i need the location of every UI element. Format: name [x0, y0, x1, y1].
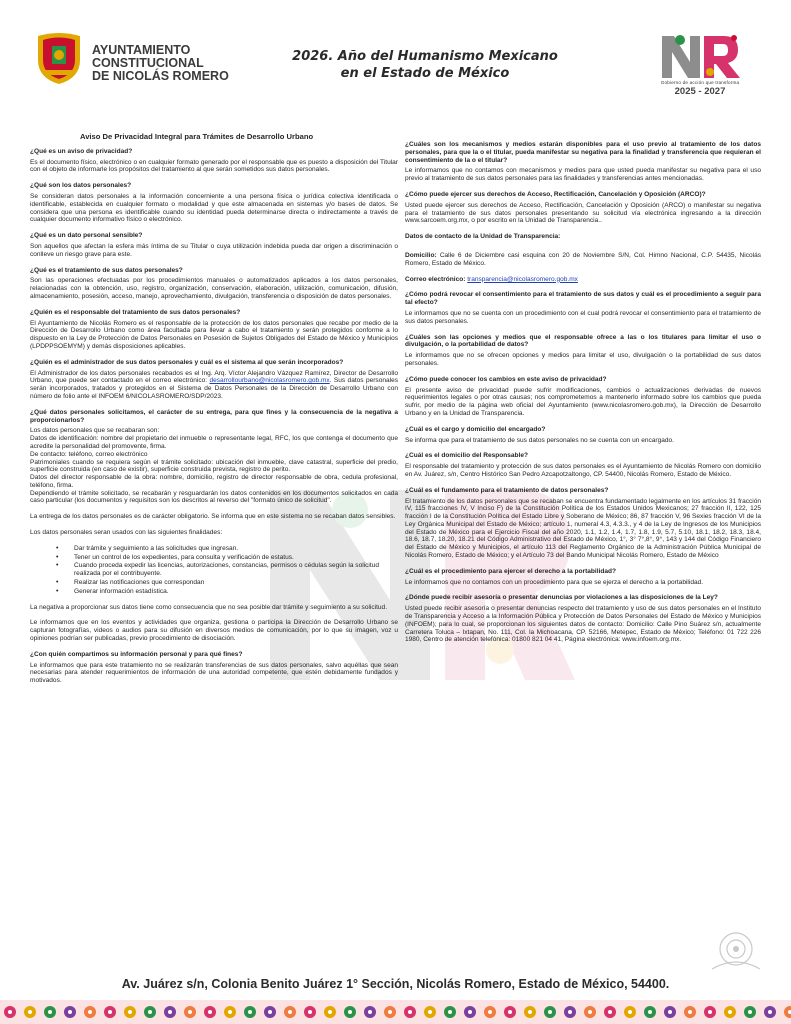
answer-complaints: Usted puede recibir asesoría o presentar denuncias respecto del tratamiento y uso de sus datos personales en el Instituto de Transparencia y Acceso a la Información Pública y Protección de Datos Personales del Estado de México y Municipios (INFOEM); para lo cual, se proporcionan los siguientes datos de contacto: Domicilio: Calle Pino Suárez s/n, actualmente Carretera Toluca – Ixtapan, No. 111, Col. la Michoacana, CP. 52166, Metepec, Estado de México; Teléfono: 01 722 226 1980, Centro de atención telefónica: 01800 821 04 41, Página electrónica: www.infoem.org.mx. [405, 605, 761, 644]
band-flower-center [748, 1010, 752, 1014]
question-revoke-consent: ¿Cómo podrá revocar el consentimiento para el tratamiento de sus datos y cuál es el procedimiento a seguir para tal efecto? [405, 291, 761, 307]
data-identification: Datos de identificación: nombre del propietario del inmueble o representante legal, RFC, los que contenga el documento que acredite la personalidad del promovente, firma. [30, 435, 398, 450]
address-text: Calle 6 de Diciembre casi esquina con 20 de Noviembre S/N, Col. Himno Nacional, C.P. 54435, Nicolás Romero, Estado de México. [405, 251, 761, 267]
band-flower-center [488, 1010, 492, 1014]
administrator-text-post: . Sus datos personales serán incorporados, tratados y protegidos en el Sistema de Datos Personales de la Dirección de Desarrollo Urbano con número de folio ante el INFOEM 6/NICOLASROMERO/SDP/2023. [30, 377, 398, 400]
list-item: • Generar información estadística. [74, 588, 398, 596]
band-flower-center [568, 1010, 572, 1014]
band-flower-center [548, 1010, 552, 1014]
data-mandatory-note: La entrega de los datos personales es de carácter obligatorio. Se informa que en este sistema no se recaban datos sensibles. [30, 513, 396, 521]
question-responsible-address: ¿Cuál es el domicilio del Responsable? [405, 452, 528, 460]
municipal-shield-logo [34, 30, 84, 85]
question-complaints: ¿Dónde puede recibir asesoría o presentar denuncias por violaciones a las disposiciones de la Ley? [405, 594, 718, 602]
band-flower-center [328, 1010, 332, 1014]
org-line-1: AYUNTAMIENTO [92, 43, 191, 57]
band-flower-center [108, 1010, 112, 1014]
question-sharing: ¿Con quién compartimos su información personal y para qué fines? [30, 650, 243, 658]
band-flower-center [308, 1010, 312, 1014]
band-flower-center [508, 1010, 512, 1014]
band-flower-center [348, 1010, 352, 1014]
answer-personal-data: Se consideran datos personales a la información concerniente a una persona física o jurídica colectiva identificada o identificable, establecida en cualquier formato o modalidad y que este almacenada en sistemas y/o bases de datos. Se considera que una persona es identificable cuando su identidad pueda determinarse directa o indirectamente a través de cualquier documento informativo físico o electrónico. [30, 192, 398, 224]
question-refusal-mechanisms: ¿Cuáles son los mecanismos y medios estarán disponibles para el uso previo al tratamiento de los datos personales, para que la o el titular, pueda manifestar su negativa para la finalidad y transferencia que requieran el consentimiento de la o el titular? [405, 141, 761, 164]
email-label: Correo electrónico: [405, 275, 466, 283]
data-director: Datos del director responsable de la obra: nombre, domicilio, registro de director responsable de obra, cedula profesional, teléfono, firma. [30, 474, 398, 489]
data-contact: De contacto: teléfono, correo electrónico [30, 450, 148, 458]
band-flower-center [608, 1010, 612, 1014]
band-flower-center [708, 1010, 712, 1014]
band-flower-center [668, 1010, 672, 1014]
band-flower-center [388, 1010, 392, 1014]
left-column [30, 133, 398, 693]
answer-data-treatment: Son las operaciones efectuadas por los procedimientos manuales o automatizados aplicados a los datos personales, relacionadas con la obtención, uso, registro, organización, conservación, elaboración, utilización, comunicación, difusión, almacenamiento, posesión, acceso, manejo, aprovechamiento, divulgación, transferencia o disposición de datos personales. [30, 277, 398, 300]
band-flower-center [168, 1010, 172, 1014]
answer-refusal-mechanisms: Le informamos que no contamos con mecanismos y medios para que usted pueda manifestar su negativa para el uso previo al tratamiento de sus datos personales para las finalidades y transferencias antes mencionadas. [405, 167, 761, 183]
address-label: Domicilio: [405, 251, 437, 259]
question-processor: ¿Cuál es el cargo y domicilio del encargado? [405, 425, 546, 433]
data-documents: Dependiendo el trámite solicitado, se recabarán y resguardarán los datos contenidos en los documentos solicitados en cada caso particular (los documentos y requisitos son los descritos al reverso del "formato único de solicitud". [30, 489, 398, 505]
band-flower-center [128, 1010, 132, 1014]
administrator-email-link[interactable]: desarrollourbano@nicolasromero.gob.mx [209, 377, 330, 385]
events-media-note: Le informamos que en los eventos y actividades que organiza, gestiona o participa la Dirección de Desarrollo Urbano se capturan fotografías, videos o audios para su difusión en diversos medios de comunicación, por lo que su imagen, voz u opiniones podrían ser publicadas, previo procedimiento de disociación. [30, 619, 398, 643]
question-personal-data: ¿Qué son los datos personales? [30, 182, 132, 190]
band-flower-center [468, 1010, 472, 1014]
purposes-intro: Los datos personales seran usados con las siguientes finalidades: [30, 529, 223, 537]
band-flower-center [188, 1010, 192, 1014]
municipality-name [92, 44, 229, 83]
band-flower-center [728, 1010, 732, 1014]
band-flower-center [588, 1010, 592, 1014]
band-flower-center [248, 1010, 252, 1014]
answer-revoke-consent: Le informamos que no se cuenta con un procedimiento con el cual podrá revocar el consentimiento para el tratamiento de sus datos personales. [405, 309, 761, 325]
band-flower-center [68, 1010, 72, 1014]
answer-legal-basis: El tratamiento de los datos personales que se recaban se encuentra fundamentado legalmente en los artículos 31 fracción IV, 115 fracciones IV, V Inciso F) de la Constitución Política de los Estados Unidos Mexicanos; 27 fracción II, 122, 125 fracción I de la Constitución Política del Estado Libre y Soberano de México; 86, 87 fracción V, 96 Sexies fracción VI de la Ley Orgánica Municipal del Estado de México; artículo 1, numeral 4.3, 4.3.3., y 4 de la Ley de Ingresos de los Municipios del Estado de México para el Ejercicio Fiscal del año 2020, 1.1, 1.2, 1.4, 1.7, 1.8, 1.9, 5.7, 5.10, 18.1, 18.2, 18.3, 18.4, 18.6, 18.7, 18.20, 18.21 del Código Administrativo del Estado de México, 1°, 3° 7°,8°, 9°, 143 y 144 del Código Financiero del Estado de México y Municipios, el artículo 113 del Reglamento Orgánico de la Administración Pública Municipal de Nicolás Romero, Estado de México; y el Artículo 73 del Bando Municipal Nicolás Romero, Estado de México [405, 497, 761, 560]
list-item: • Cuando proceda expedir las licencias, autorizaciones, constancias, permisos o cédulas según la solicitud realizada por el contribuyente. [74, 562, 398, 578]
band-flower-center [528, 1010, 532, 1014]
answer-processor: Se informa que para el tratamiento de sus datos personales no se cuenta con un encargado. [405, 436, 674, 444]
administrator-text-pre: El Administrador de los datos personales recabados es el Ing. Arq. Víctor Alejandro Vázquez Ramírez, Director de Desarrollo Urbano, que puede ser contactado en el correo electrónico: [30, 369, 398, 385]
decorative-flower-icon [706, 925, 766, 977]
list-item: • Tener un control de los expedientes, para consulta y verificación de estatus. [74, 554, 398, 562]
answer-administrator [30, 370, 398, 401]
answer-notice-changes: El presente aviso de privacidad puede sufrir modificaciones, cambios o actualizaciones derivadas de nuevos requerimientos legales o por otras causas; nos comprometemos a mantenerlo informado sobre los cambios que pueda sufrir, por medio de la página web oficial del Ayuntamiento (www.nicolasromero.gob.mx), la Dirección de Desarrollo Urbano y en la Unidad de Transparencia. [405, 386, 761, 417]
band-flower-center [88, 1010, 92, 1014]
question-administrator: ¿Quién es el administrador de sus datos personales y cuál es el sistema al que serán incorporados? [30, 358, 344, 366]
decorative-footer-band [0, 1000, 791, 1024]
logo-years: 2025 - 2027 [674, 86, 726, 97]
question-portability: ¿Cuál es el procedimiento para ejercer el derecho a la portabilidad? [405, 567, 617, 575]
year-motto [290, 48, 560, 82]
org-line-2: CONSTITUCIONAL [92, 56, 204, 70]
band-flower-center [428, 1010, 432, 1014]
band-flower-center [628, 1010, 632, 1014]
answer-limit-use: Le informamos que no se ofrecen opciones y medios para limitar el uso, divulgación o la portabilidad de sus datos personales. [405, 352, 761, 367]
arco-text-post: , o por escrito en la Unidad de Transparencia.. [467, 217, 602, 225]
page-header [0, 0, 791, 110]
org-line-3: DE NICOLÁS ROMERO [92, 69, 229, 83]
answer-what-is-privacy-notice: Es el documento físico, electrónico o en cualquier formato generado por el responsable que es puesto a disposición del Titular con el objeto de informarle los propósitos del tratamiento al que serán sometidos sus datos personales. [30, 158, 398, 174]
band-flower-center [48, 1010, 52, 1014]
band-flower-center [28, 1010, 32, 1014]
band-flower-center [408, 1010, 412, 1014]
question-sensitive-data: ¿Qué es un dato personal sensible? [30, 232, 143, 240]
right-column [405, 133, 761, 652]
band-flower-center [8, 1010, 12, 1014]
band-flower-center [768, 1010, 772, 1014]
band-flower-center [688, 1010, 692, 1014]
motto-line-1: 2026. Año del Humanismo Mexicano [292, 49, 558, 64]
logo-tagline: Gobierno de acción que transforma [660, 80, 740, 85]
question-legal-basis: ¿Cuál es el fundamento para el tratamiento de datos personales? [405, 486, 609, 494]
transparency-email [405, 276, 761, 284]
list-item: • Realizar las notificaciones que correspondan [74, 579, 398, 587]
data-list-intro: Los datos personales que se recabaran son: [30, 427, 160, 435]
purposes-list [30, 545, 398, 596]
question-limit-use: ¿Cuáles son las opciones y medios que el responsable ofrece a las o los titulares para limitar el uso o divulgación, o la portabilidad de datos? [405, 333, 761, 349]
answer-responsible-address: El responsable del tratamiento y protección de sus datos personales es el Ayuntamiento de Nicolás Romero con domicilio en Av. Juárez, s/n, Centro Histórico San Pedro Azcapotzaltongo, CP. 54400, Nicolás Romero, Estado de México. [405, 463, 761, 478]
band-flower-center [288, 1010, 292, 1014]
question-what-is-privacy-notice: ¿Qué es un aviso de privacidad? [30, 147, 133, 155]
list-item: • Dar trámite y seguimiento a las solicitudes que ingresan. [74, 545, 398, 553]
answer-sensitive-data: Son aquellos que afectan la esfera más íntima de su Titular o cuya utilización indebida pueda dar origen a discriminación o conlleve un riesgo grave para este. [30, 242, 398, 258]
band-flower-center [648, 1010, 652, 1014]
question-responsible: ¿Quién es el responsable del tratamiento de sus datos personales? [30, 308, 241, 316]
band-flower-center [148, 1010, 152, 1014]
answer-portability: Le informamos que no contamos con un procedimiento para que se ejerza el derecho a la portabilidad. [405, 578, 704, 586]
question-notice-changes: ¿Cómo puede conocer los cambios en este aviso de privacidad? [405, 375, 607, 383]
band-flower-center [228, 1010, 232, 1014]
footer-address: Av. Juárez s/n, Colonia Benito Juárez 1° Sección, Nicolás Romero, Estado de México, 54400. [121, 977, 670, 991]
sarcoem-link[interactable]: www.sarcoem.org.mx [405, 217, 468, 225]
band-flower-center [268, 1010, 272, 1014]
band-flower-center [208, 1010, 212, 1014]
transparency-email-link[interactable]: transparencia@nicolasromero.gob.mx [467, 275, 578, 283]
motto-line-2: en el Estado de México [340, 66, 510, 81]
transparency-address [405, 252, 761, 268]
answer-arco-rights [405, 202, 761, 225]
answer-sharing: Le informamos que para este tratamiento no se realizarán transferencias de sus datos personales, salvo aquéllas que sean necesarias para atender requerimientos de información de una autoridad competente, que estén debidamente fundados y motivados. [30, 661, 398, 685]
transparency-contact-heading: Datos de contacto de la Unidad de Transparencia: [405, 233, 561, 241]
question-arco-rights: ¿Cómo puede ejercer sus derechos de Acceso, Rectificación, Cancelación y Oposición (ARCO)? [405, 190, 706, 198]
answer-responsible: El Ayuntamiento de Nicolás Romero es el responsable de la protección de los datos personales que recabe por medio de la Dirección de Desarrollo Urbano como área facultada para llevar a cabo el tratamiento y serán protegidos conforme a lo dispuesto en la Ley de Protección de Datos Personales en Posesión de Sujetos Obligados del Estado de México y Municipios (LPDPPSOEMYM) y demás disposiciones aplicables. [30, 319, 398, 350]
data-patrimonial: Patrimoniales cuando se requiera según el trámite solicitado: ubicación del inmueble, clave catastral, superficie del predio, superficie construida (en caso de existir), superficie construida prevista, registro de perito. [30, 458, 398, 474]
arco-text-pre: Usted puede ejercer sus derechos de Acceso, Rectificación, Cancelación y Oposición (ARCO) o manifestar su negativa para el tratamiento de sus datos personales presentando su solicitud vía electrónica ingresando a la dirección [405, 201, 761, 217]
band-flower-center [448, 1010, 452, 1014]
question-data-treatment: ¿Qué es el tratamiento de sus datos personales? [30, 266, 183, 274]
refusal-consequence: La negativa a proporcionar sus datos tiene como consecuencia que no sea posible dar trámite y seguimiento a su solicitud. [30, 603, 388, 611]
band-flower-center [368, 1010, 372, 1014]
question-data-requested: ¿Qué datos personales solicitamos, el carácter de su entrega, para que fines y la consecuencia de la negativa a proporcionarlos? [30, 408, 398, 424]
document-title: Aviso De Privacidad Integral para Trámites de Desarrollo Urbano [80, 132, 314, 141]
